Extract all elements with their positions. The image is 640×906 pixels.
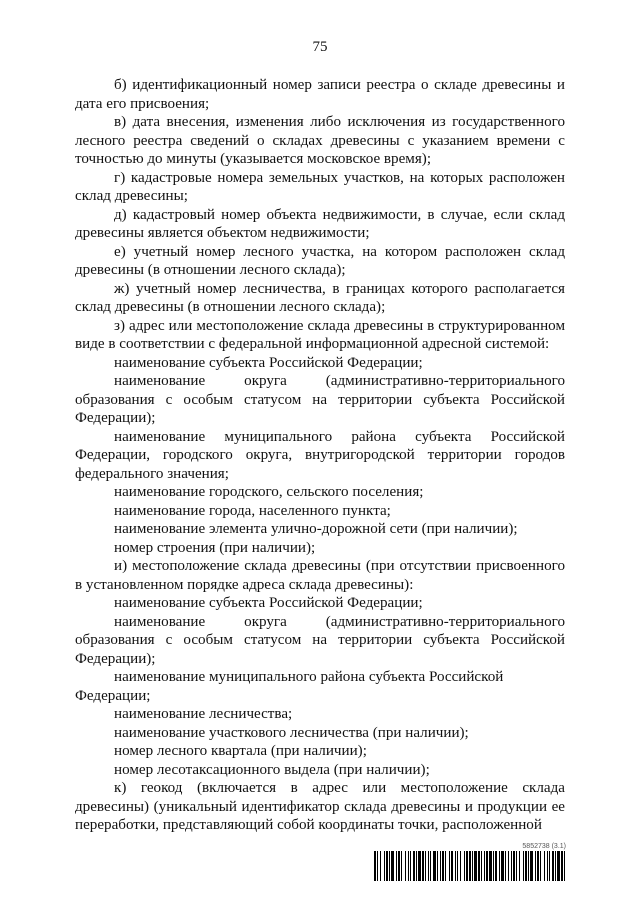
paragraph: ж) учетный номер лесничества, в границах которого располагается склад древесины (в отношении лесного склада); xyxy=(75,280,565,315)
barcode-bar xyxy=(499,851,500,881)
barcode-bar xyxy=(466,851,468,881)
barcode-bar xyxy=(486,851,488,881)
paragraph: наименование элемента улично-дорожной сети (при наличии); xyxy=(114,521,518,537)
barcode-bar xyxy=(555,851,556,881)
paragraph: е) учетный номер лесного участка, на котором расположен склад древесины (в отношении лесного склада); xyxy=(75,243,565,278)
barcode-bar xyxy=(519,851,520,881)
paragraph: наименование субъекта Российской Федерации; xyxy=(114,354,423,371)
paragraph: наименование муниципального района субъекта Российской Федерации, городского округа, внутригородской территории городов федерального значения; xyxy=(75,428,565,482)
barcode-bar xyxy=(508,851,509,881)
barcode-bar xyxy=(401,851,402,881)
paragraph: д) кадастровый номер объекта недвижимости, в случае, если склад древесины является объектом недвижимости; xyxy=(75,206,565,241)
barcode-bar xyxy=(437,851,438,881)
paragraph: наименование участкового лесничества (при наличии); xyxy=(114,724,469,741)
barcode-bar xyxy=(455,851,456,881)
barcode-bar xyxy=(474,851,477,881)
barcode-bar xyxy=(540,851,541,881)
barcode-bar xyxy=(460,851,461,881)
barcode-bar xyxy=(396,851,397,881)
barcode-bar xyxy=(405,851,406,881)
barcode-bar xyxy=(484,851,485,881)
barcode-bar xyxy=(513,851,515,881)
barcode-bar xyxy=(481,851,482,881)
barcode-bar xyxy=(410,851,411,881)
paragraph: в) дата внесения, изменения либо исключения из государственного лесного реестра сведений о складах древесины с указанием времени с точностью до минуты (указывается московское время); xyxy=(75,114,565,167)
barcode-bar xyxy=(416,851,417,881)
barcode-bar xyxy=(489,851,492,881)
paragraph: г) кадастровые номера земельных участков, на которых расположен склад древесины; xyxy=(75,169,565,204)
paragraph: наименование города, населенного пункта; xyxy=(114,502,391,519)
paragraph: наименование субъекта Российской Федерации; xyxy=(114,595,423,611)
barcode-bar xyxy=(389,851,390,881)
barcode-bar xyxy=(525,851,527,881)
barcode-bar xyxy=(384,851,385,881)
paragraph: номер лесотаксационного выдела (при наличии); xyxy=(114,761,430,778)
barcode-bar xyxy=(386,851,388,881)
paragraph: и) местоположение склада древесины (при отсутствии присвоенного в установленном порядке адреса склада древесины): xyxy=(75,558,565,593)
barcode-bar xyxy=(469,851,471,881)
barcode-bar xyxy=(557,851,560,881)
barcode-bar xyxy=(547,851,548,881)
barcode-bar xyxy=(391,851,394,881)
paragraph: наименование муниципального района субъекта Российской Федерации; xyxy=(75,669,504,704)
paragraph: наименование округа (административно-территориального образования с особым статусом на территории субъекта Российской Федерации); xyxy=(75,373,565,426)
barcode-bar xyxy=(413,851,415,881)
barcode-bar xyxy=(425,851,426,881)
barcode-bar xyxy=(495,851,497,881)
barcode-bar xyxy=(549,851,550,881)
barcode-bar xyxy=(501,851,504,881)
barcode xyxy=(374,851,566,881)
barcode-bar xyxy=(408,851,409,881)
paragraph: номер лесного квартала (при наличии); xyxy=(114,743,367,759)
barcode-bar xyxy=(516,851,517,881)
barcode-bar xyxy=(478,851,480,881)
barcode-bar xyxy=(380,851,381,881)
barcode-bar xyxy=(528,851,529,881)
barcode-bar xyxy=(561,851,563,881)
barcode-bar xyxy=(377,851,378,881)
barcode-bar xyxy=(464,851,465,881)
barcode-bar xyxy=(440,851,441,881)
barcode-bar xyxy=(552,851,554,881)
barcode-bar xyxy=(445,851,446,881)
barcode-bar xyxy=(472,851,473,881)
barcode-bar xyxy=(457,851,458,881)
barcode-bar xyxy=(442,851,444,881)
document-body xyxy=(75,76,565,835)
barcode-bar xyxy=(544,851,545,881)
document-code: 5852738 (3.1) xyxy=(522,843,566,850)
barcode-bar xyxy=(523,851,524,881)
barcode-bar xyxy=(535,851,536,881)
barcode-bar xyxy=(374,851,376,881)
paragraph: з) адрес или местоположение склада древесины в структурированном виде в соответствии с федеральной информационной адресной системой: xyxy=(75,317,565,352)
page-number: 75 xyxy=(312,39,328,55)
barcode-bar xyxy=(422,851,424,881)
barcode-bar xyxy=(449,851,450,881)
barcode-bar xyxy=(430,851,431,881)
barcode-bar xyxy=(530,851,533,881)
barcode-bar xyxy=(505,851,506,881)
paragraph: наименование городского, сельского поселения; xyxy=(114,484,424,500)
barcode-bar xyxy=(418,851,421,881)
barcode-bar xyxy=(428,851,429,881)
barcode-bar xyxy=(398,851,400,881)
barcode-bar xyxy=(451,851,453,881)
barcode-bar xyxy=(511,851,512,881)
paragraph: наименование округа (административно-территориального образования с особым статусом на территории субъекта Российской Федерации); xyxy=(75,613,565,667)
barcode-bar xyxy=(493,851,494,881)
barcode-bar xyxy=(537,851,539,881)
paragraph: б) идентификационный номер записи реестра о складе древесины и дата его присвоения; xyxy=(75,77,565,112)
barcode-bar xyxy=(433,851,436,881)
paragraph: номер строения (при наличии); xyxy=(114,539,316,556)
paragraph: к) геокод (включается в адрес или местоположение склада древесины) (уникальный идентификатор склада древесины и продукции ее переработки, представляющий собой координаты точки, расположенной xyxy=(75,780,565,833)
barcode-bar xyxy=(564,851,565,881)
paragraph: наименование лесничества; xyxy=(114,706,293,722)
